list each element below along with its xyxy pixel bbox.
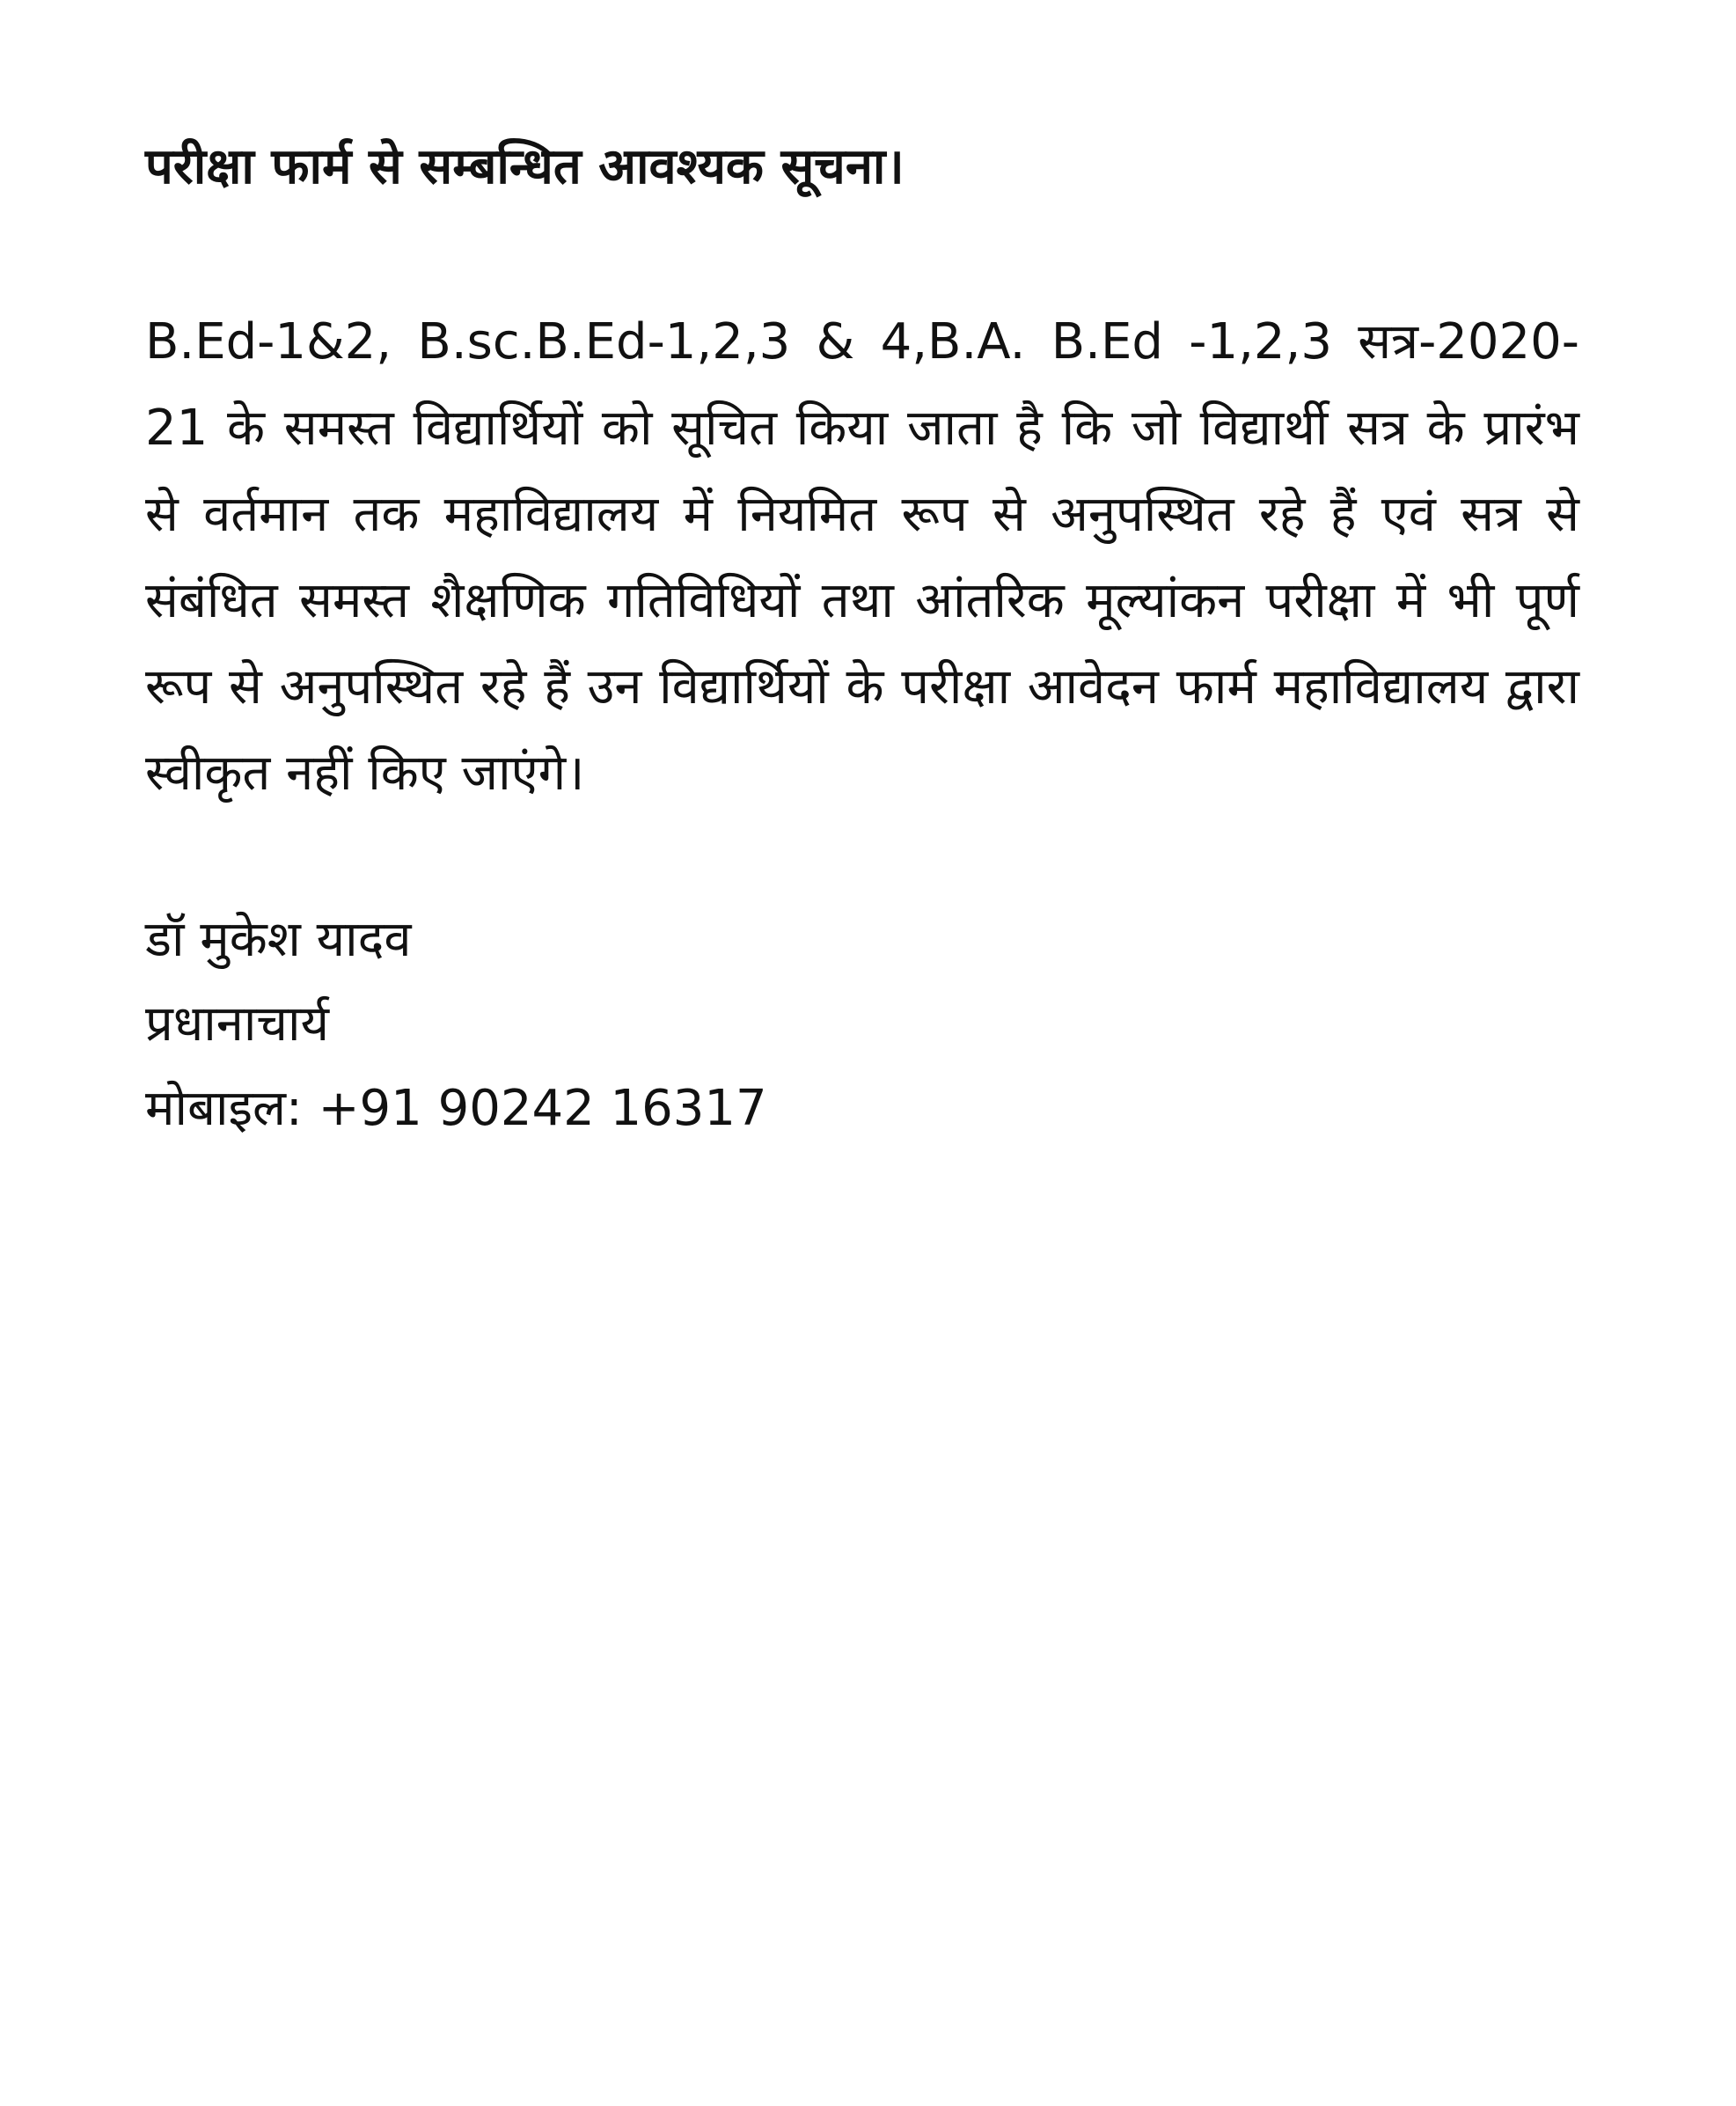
- signatory-designation: प्रधानाचार्य: [145, 995, 329, 1053]
- signature-block: [145, 898, 1579, 1151]
- signatory-name: डॉ मुकेश यादव: [145, 911, 412, 968]
- notice-title: परीक्षा फार्म से सम्बन्धित आवश्यक सूचना।: [145, 138, 905, 195]
- signatory-mobile: मोबाइल: +91 90242 16317: [145, 1080, 767, 1137]
- notice-body: B.Ed-1&2, B.sc.B.Ed-1,2,3 & 4,B.A. B.Ed -1,2,3 सत्र-2020-21 के समस्त विद्यार्थियों को सूचित किया जाता है कि जो विद्यार्थी सत्र के प्रारंभ से वर्तमान तक महाविद्यालय में नियमित रूप से अनुपस्थित रहे हैं एवं सत्र से संबंधित समस्त शैक्षणिक गतिविधियों तथा आंतरिक मूल्यांकन परीक्षा में भी पूर्ण रूप से अनुपस्थित रहे हैं उन विद्यार्थियों के परीक्षा आवेदन फार्म महाविद्यालय द्वारा स्वीकृत नहीं किए जाएंगे।: [145, 313, 1579, 802]
- notice-document: [145, 123, 1579, 1151]
